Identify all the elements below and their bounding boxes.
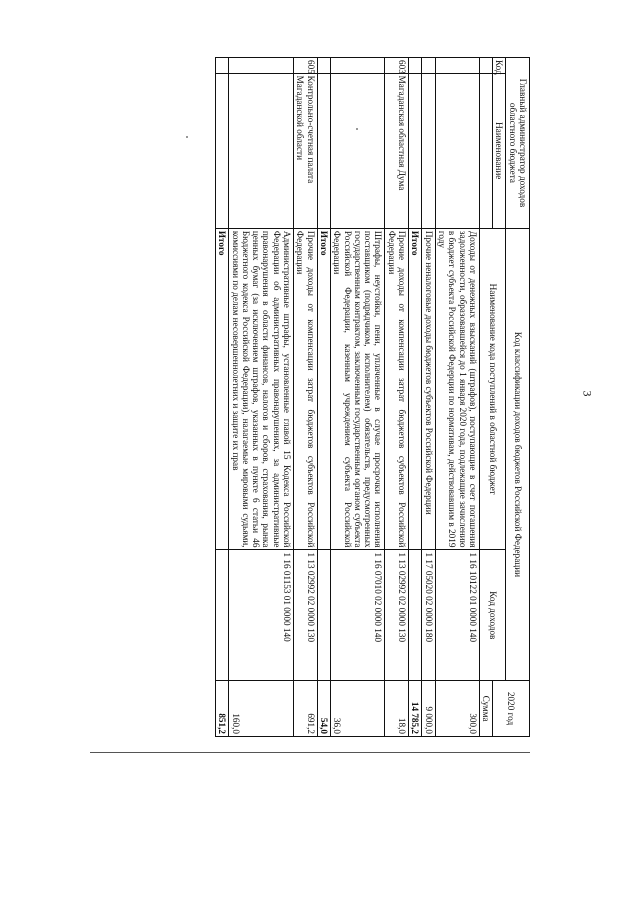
name-column-header: Наименование	[493, 73, 506, 228]
admin-code-cell	[215, 58, 228, 74]
income-code-cell	[409, 550, 422, 681]
classification-group-header: Код классификации доходов бюджетов Российской Федерации	[506, 228, 530, 680]
income-code-cell: 1 16 01153 01 0000 140	[229, 550, 294, 681]
total-label: Итого	[317, 228, 330, 550]
name-column-blank	[479, 73, 492, 228]
admin-code-cell	[330, 58, 384, 74]
table-row	[330, 58, 384, 737]
admin-name-cell	[215, 73, 228, 228]
income-code-cell: 1 13 02992 02 0000 130	[294, 550, 318, 681]
income-code-cell: 1 13 02992 02 0000 130	[385, 550, 409, 681]
income-code-cell	[215, 550, 228, 681]
income-table	[215, 57, 530, 737]
total-sum: 54,0	[317, 681, 330, 737]
admin-name-cell	[435, 73, 479, 228]
admin-group-header: Главный администратор доходов областного бюджета	[506, 58, 530, 229]
total-label: Итого	[215, 228, 228, 550]
scan-speck	[186, 136, 188, 138]
income-code-cell: 1 16 10122 01 0000 140	[435, 550, 479, 681]
admin-code-cell	[422, 58, 435, 74]
sum-cell: 36,0	[330, 681, 384, 737]
total-label: Итого	[409, 228, 422, 550]
sum-cell: 691,2	[294, 681, 318, 737]
admin-name-cell	[422, 73, 435, 228]
code-column-header: Код	[493, 58, 506, 74]
income-code-cell: 1 16 07010 02 0000 140	[330, 550, 384, 681]
table-row	[229, 58, 294, 737]
income-name-cell: Прочие доходы от компенсации затрат бюджетов субъектов Российской Федерации	[294, 228, 318, 550]
income-name-column-header: Наименование кода поступлений в областной бюджет	[479, 228, 506, 550]
income-name-cell: Административные штрафы, установленные главой 15 Кодекса Российской Федерации об административных правонарушениях, за административные правонарушения в области финансов, налогов и сборов, страхования, рынка ценных бумаг (за исключением штрафов, указанных в пункте 6 статьи 46 Бюджетного кодекса Российской Федерации), налагаемые мировыми судьями, комиссиями по делам несовершеннолетних и защите их прав	[229, 228, 294, 550]
total-sum: 851,2	[215, 681, 228, 737]
sum-column-header: Сумма	[479, 681, 492, 737]
total-row	[215, 58, 228, 737]
admin-name-cell	[330, 73, 384, 228]
income-name-cell: Доходы от денежных взысканий (штрафов), поступающие в счет погашения задолженности, образовавшейся до 1 января 2020 года, подлежащие зачислению в бюджет субъекта Российской Федерции по нормативам, действовавшим в 2019 году	[435, 228, 479, 550]
year-header: 2020 год	[493, 681, 530, 737]
admin-name-cell	[229, 73, 294, 228]
admin-code-cell: 603	[385, 58, 409, 74]
admin-name-cell	[317, 73, 330, 228]
admin-code-cell	[409, 58, 422, 74]
income-code-cell	[317, 550, 330, 681]
admin-code-cell: 605	[294, 58, 318, 74]
total-row	[409, 58, 422, 737]
scan-divider-line	[90, 752, 530, 753]
table-row	[435, 58, 479, 737]
rotated-page	[90, 57, 530, 737]
table-row	[294, 58, 318, 737]
sum-cell: 9 000,0	[422, 681, 435, 737]
sum-cell: 160,0	[229, 681, 294, 737]
page-number: 3	[580, 390, 595, 397]
income-name-cell: Прочие неналоговые доходы бюджетов субъектов Российской Федерции	[422, 228, 435, 550]
table-row	[385, 58, 409, 737]
income-name-cell: Прочие доходы от компенсации затрат бюджетов субъектов Российской Федерации	[385, 228, 409, 550]
admin-name-cell	[409, 73, 422, 228]
admin-code-cell	[229, 58, 294, 74]
sum-cell: 18,0	[385, 681, 409, 737]
total-sum: 14 785,2	[409, 681, 422, 737]
sum-cell: 300,0	[435, 681, 479, 737]
code-column-blank	[479, 58, 492, 74]
income-name-cell: Штрафы, неустойки, пени, уплаченные в случае просрочки исполнения поставщиком (подрядчиком, исполнителем) обязательств, предусмотренных государственным контрактом, заключенным государственным органом субъекта Российской Федерации, казенным учреждением субъекта Российской Федерации	[330, 228, 384, 550]
admin-name-cell: Контрольно-счетная палата Магаданской области	[294, 73, 318, 228]
scan-speck	[356, 128, 358, 130]
admin-code-cell	[435, 58, 479, 74]
income-code-cell: 1 17 05020 02 0000 180	[422, 550, 435, 681]
income-code-column-header: Код доходов	[479, 550, 506, 681]
table-row	[422, 58, 435, 737]
total-row	[317, 58, 330, 737]
admin-name-cell: Магаданская областная Дума	[385, 73, 409, 228]
admin-code-cell	[317, 58, 330, 74]
